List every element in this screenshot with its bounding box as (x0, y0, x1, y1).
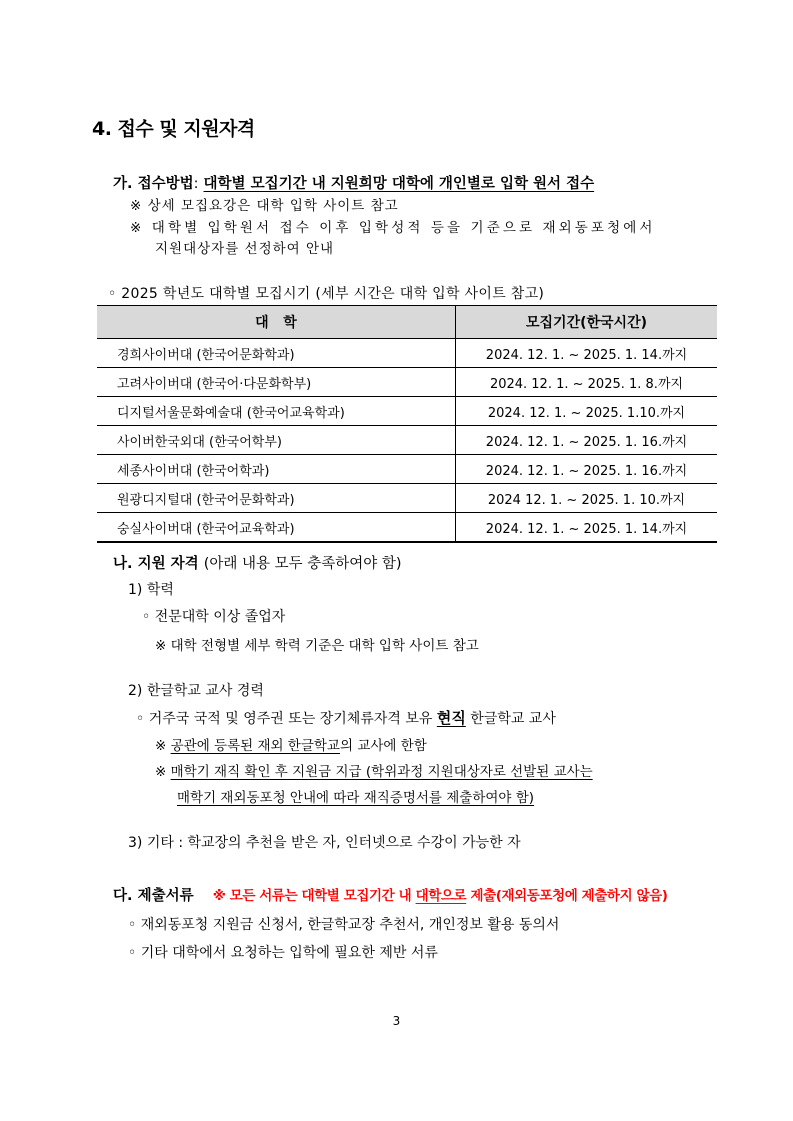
university-cell: 원광디지털대 (한국어문화학과) (97, 484, 456, 513)
period-cell: 2024. 12. 1. ~ 2025. 1. 14.까지 (456, 513, 718, 543)
period-cell: 2024. 12. 1. ~ 2025. 1. 14.까지 (456, 339, 718, 368)
header-period: 모집기간(한국시간) (456, 306, 718, 339)
submission-warning (213, 888, 668, 904)
section-ga-colon: : (193, 176, 199, 192)
period-cell: 2024. 12. 1. ~ 2025. 1.10.까지 (456, 397, 718, 426)
document-bullet-2: ◦ 기타 대학에서 요청하는 입학에 필요한 제반 서류 (128, 945, 438, 961)
section-na-note: (아래 내용 모두 충족하여야 함) (203, 556, 402, 572)
schedule-table (97, 305, 717, 543)
table-row (97, 426, 717, 455)
item-2-bullet-post: 한글학교 교사 (470, 711, 556, 727)
section-na-line (113, 552, 402, 573)
table-row (97, 368, 717, 397)
item-1-bullet: ◦ 전문대학 이상 졸업자 (142, 609, 286, 625)
warning-pre: ※ 모든 서류는 대학별 모집기간 내 (212, 888, 412, 904)
warning-post: 제출(재외동포청에 제출하지 않음) (470, 888, 668, 904)
item-2-bullet-pre: ◦ 거주국 국적 및 영주권 또는 장기체류자격 보유 (136, 711, 433, 727)
section-ga-line (113, 172, 594, 193)
university-cell: 숭실사이버대 (한국어교육학과) (97, 513, 456, 543)
table-row (97, 339, 717, 368)
university-cell: 고려사이버대 (한국어·다문화학부) (97, 368, 456, 397)
page-heading: 4. 접수 및 지원자격 (92, 118, 255, 140)
period-cell: 2024. 12. 1. ~ 2025. 1. 16.까지 (456, 455, 718, 484)
university-cell: 세종사이버대 (한국어학과) (97, 455, 456, 484)
period-cell: 2024. 12. 1. ~ 2025. 1. 16.까지 (456, 426, 718, 455)
table-row (97, 455, 717, 484)
university-cell: 사이버한국외대 (한국어학부) (97, 426, 456, 455)
page-number: 3 (392, 1014, 401, 1028)
section-da-line (113, 884, 668, 905)
university-cell: 경희사이버대 (한국어문화학과) (97, 339, 456, 368)
item-1-note: ※ 대학 전형별 세부 학력 기준은 대학 입학 사이트 참고 (155, 638, 479, 654)
header-university: 대 학 (97, 306, 456, 339)
item-2-title: 2) 한글학교 교사 경력 (128, 683, 264, 699)
table-row (97, 513, 717, 543)
note-mark: ※ (155, 738, 167, 754)
application-method: 대학별 모집기간 내 지원희망 대학에 개인별로 입학 원서 접수 (203, 176, 595, 192)
item-2-bullet (136, 707, 556, 728)
item-2-note-1 (155, 734, 427, 754)
item-3: 3) 기타 : 학교장의 추천을 받은 자, 인터넷으로 수강이 가능한 자 (128, 835, 521, 851)
note-mark: ※ (155, 764, 167, 780)
schedule-caption: ◦ 2025 학년도 대학별 모집시기 (세부 시간은 대학 입학 사이트 참고) (108, 286, 545, 302)
note-2-underlined-1: 매학기 재직 확인 후 지원금 지급 (학위과정 지원대상자로 선발된 교사는 (170, 764, 593, 780)
university-cell: 디지털서울문화예술대 (한국어교육학과) (97, 397, 456, 426)
section-na-label: 나. 지원 자격 (113, 556, 199, 572)
period-cell: 2024. 12. 1. ~ 2025. 1. 8.까지 (456, 368, 718, 397)
item-2-note-2-line-1 (155, 760, 593, 780)
warning-underlined: 대학으로 (415, 888, 467, 904)
document-bullet-1: ◦ 재외동포청 지원금 신청서, 한글학교장 추천서, 개인정보 활용 동의서 (128, 917, 560, 933)
note-1-underlined: 공관에 등록된 재외 한글학교 (170, 738, 340, 754)
ga-note-2-line-2: 지원대상자를 선정하여 안내 (155, 241, 335, 257)
ga-note-2-line-1: ※ 대학별 입학원서 접수 이후 입학성적 등을 기준으로 재외동포청에서 (130, 220, 656, 236)
table-row (97, 484, 717, 513)
section-ga-label: 가. 접수방법 (113, 176, 194, 192)
item-1-title: 1) 학력 (128, 582, 174, 598)
item-2-note-2-line-2: 매학기 재외동포청 안내에 따라 재직증명서를 제출하여야 함) (177, 790, 535, 806)
period-cell: 2024 12. 1. ~ 2025. 1. 10.까지 (456, 484, 718, 513)
schedule-header-row (97, 306, 717, 339)
section-da-label: 다. 제출서류 (113, 888, 194, 904)
ga-note-1: ※ 상세 모집요강은 대학 입학 사이트 참고 (130, 198, 399, 214)
item-2-emphasis: 현직 (436, 709, 466, 727)
note-1-rest: 의 교사에 한함 (339, 738, 427, 754)
table-row (97, 397, 717, 426)
